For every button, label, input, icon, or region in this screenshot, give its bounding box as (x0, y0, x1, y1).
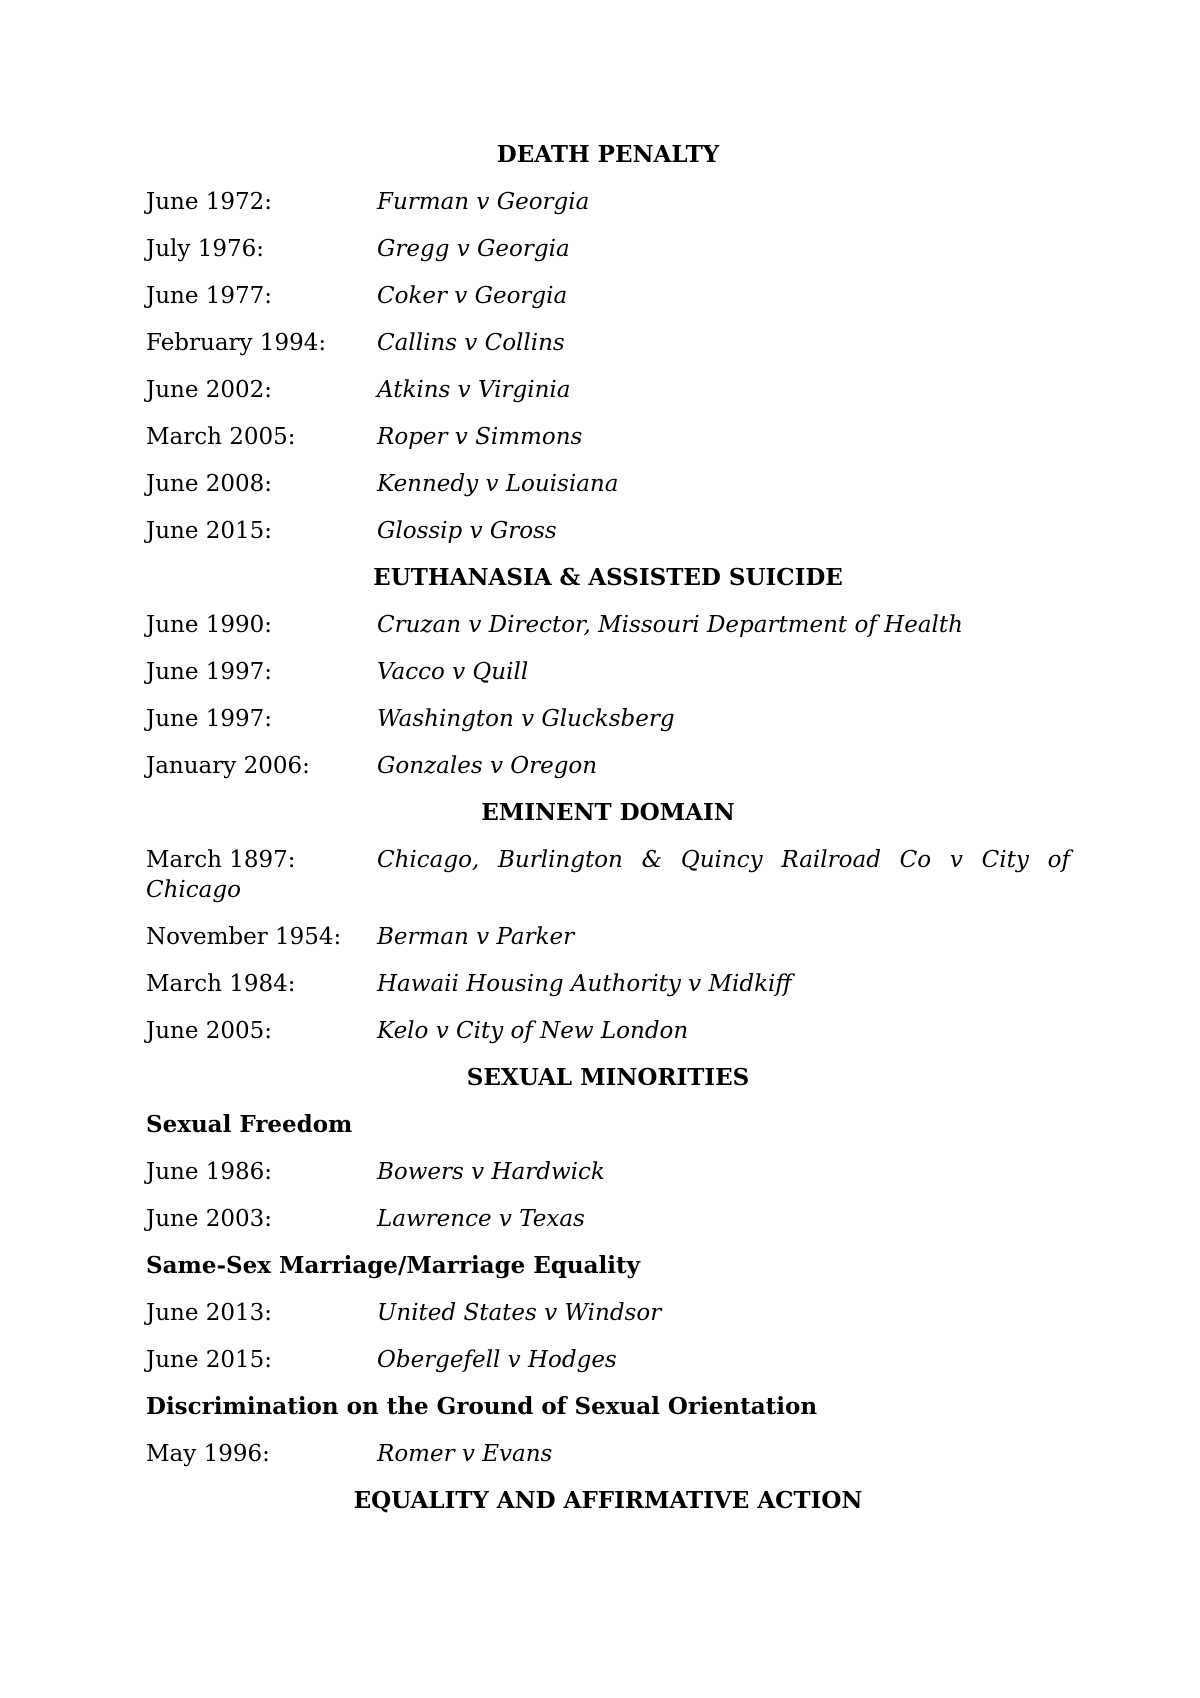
case-entry (146, 657, 1070, 704)
case-name: Bowers v Hardwick (377, 1159, 605, 1185)
section-heading-death-penalty: DEATH PENALTY (496, 141, 720, 168)
case-name: Lawrence v Texas (377, 1206, 585, 1232)
case-date: June 1972: (146, 189, 273, 215)
case-entry (146, 234, 1070, 281)
case-name: Berman v Parker (377, 924, 575, 950)
case-date: November 1954: (146, 924, 342, 950)
case-date: June 2015: (146, 518, 273, 544)
case-name: Kennedy v Louisiana (377, 471, 619, 497)
case-entry (146, 1345, 1070, 1392)
case-date: June 2002: (146, 377, 273, 403)
case-name: Kelo v City of New London (377, 1018, 689, 1044)
case-name: Cruzan v Director, Missouri Department of Health (377, 612, 963, 638)
case-entry (146, 469, 1070, 516)
subsection-heading-marriage-equality: Same-Sex Marriage/Marriage Equality (146, 1252, 641, 1279)
case-date: February 1994: (146, 330, 327, 356)
case-date: March 1984: (146, 971, 296, 997)
case-name-line2: Chicago (146, 877, 241, 903)
case-date: July 1976: (146, 236, 264, 262)
section-heading-equality: EQUALITY AND AFFIRMATIVE ACTION (353, 1487, 863, 1514)
case-name: Glossip v Gross (377, 518, 557, 544)
case-date: June 2003: (146, 1206, 273, 1232)
section-heading-sexual-minorities: SEXUAL MINORITIES (466, 1064, 750, 1091)
case-entry (146, 281, 1070, 328)
case-date: June 2015: (146, 1347, 273, 1373)
case-entry (146, 375, 1070, 422)
case-name: United States v Windsor (377, 1300, 662, 1326)
case-date: May 1996: (146, 1441, 270, 1467)
case-name: Obergefell v Hodges (377, 1347, 617, 1373)
case-date: June 2008: (146, 471, 273, 497)
case-entry (146, 1157, 1070, 1204)
case-entry (146, 1439, 1070, 1486)
case-entry (146, 516, 1070, 563)
case-entry-wrapped (146, 845, 1070, 922)
case-date: June 1997: (146, 659, 273, 685)
case-date: June 2013: (146, 1300, 273, 1326)
case-entry (146, 328, 1070, 375)
case-name: Coker v Georgia (377, 283, 568, 309)
case-name: Furman v Georgia (377, 189, 590, 215)
case-name: Gregg v Georgia (377, 236, 570, 262)
case-name: Gonzales v Oregon (377, 753, 598, 779)
section-heading-euthanasia: EUTHANASIA & ASSISTED SUICIDE (373, 564, 843, 591)
case-name-line1: Chicago, Burlington & Quincy Railroad Co v City of (377, 847, 1070, 873)
case-name: Roper v Simmons (377, 424, 583, 450)
case-entry (146, 1204, 1070, 1251)
case-name: Vacco v Quill (377, 659, 529, 685)
case-name: Callins v Collins (377, 330, 565, 356)
case-date: March 2005: (146, 424, 296, 450)
case-date: June 1977: (146, 283, 273, 309)
subsection-heading-discrimination: Discrimination on the Ground of Sexual Orientation (146, 1393, 818, 1420)
case-date: January 2006: (146, 753, 310, 779)
case-entry (146, 187, 1070, 234)
case-entry (146, 751, 1070, 798)
case-entry (146, 1298, 1070, 1345)
case-name: Romer v Evans (377, 1441, 553, 1467)
case-name: Washington v Glucksberg (377, 706, 675, 732)
case-date: March 1897: (146, 847, 296, 873)
section-heading-eminent-domain: EMINENT DOMAIN (481, 799, 735, 826)
case-date: June 1997: (146, 706, 273, 732)
case-name: Hawaii Housing Authority v Midkiff (377, 971, 792, 997)
case-entry (146, 610, 1070, 657)
case-entry (146, 969, 1070, 1016)
case-entry (146, 422, 1070, 469)
case-date: June 1986: (146, 1159, 273, 1185)
case-name: Atkins v Virginia (377, 377, 571, 403)
case-entry (146, 922, 1070, 969)
case-entry (146, 704, 1070, 751)
case-date: June 1990: (146, 612, 273, 638)
subsection-heading-sexual-freedom: Sexual Freedom (146, 1111, 353, 1138)
case-date: June 2005: (146, 1018, 273, 1044)
case-entry (146, 1016, 1070, 1063)
